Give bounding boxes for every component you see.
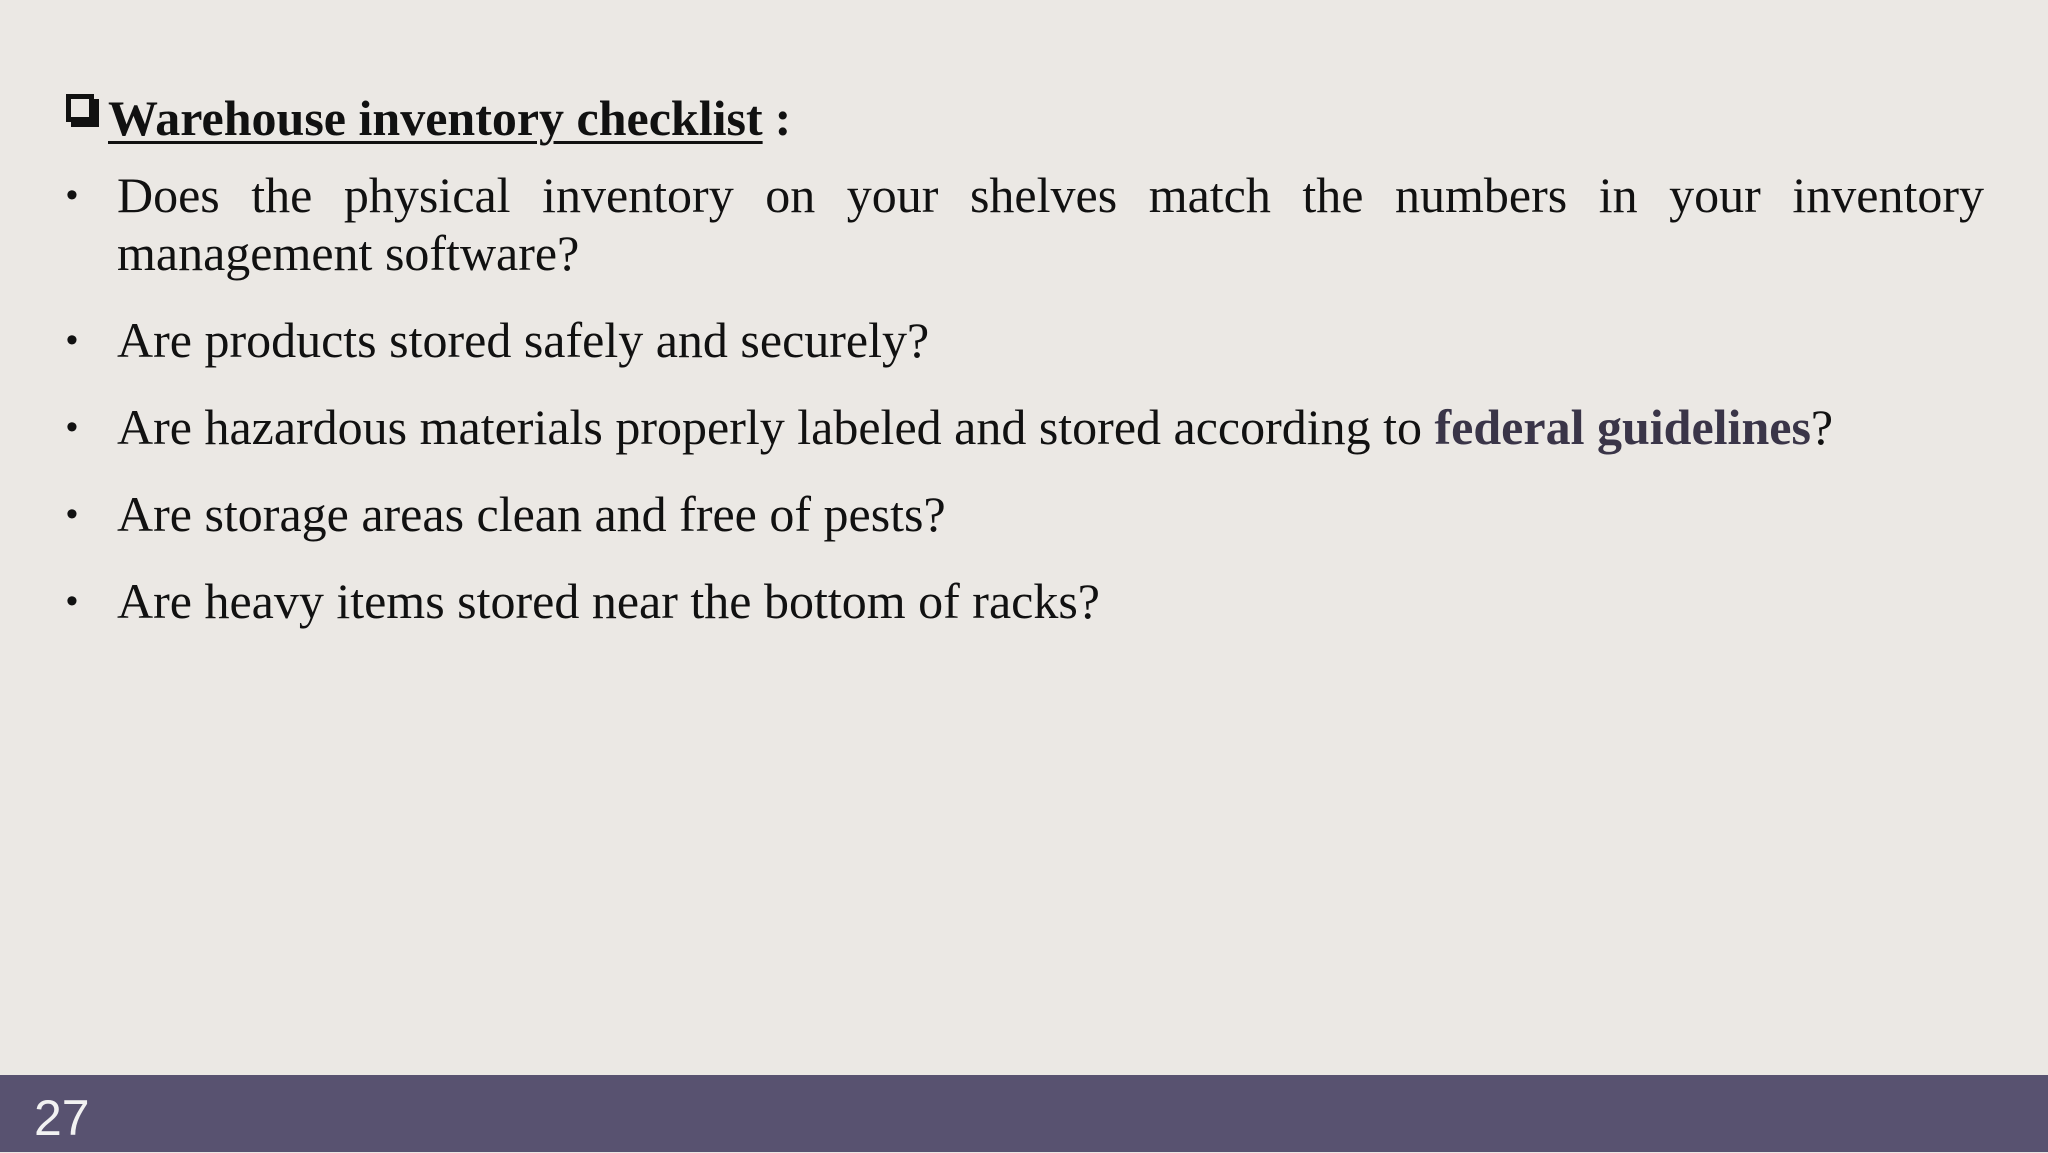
bullet-icon: • [66, 321, 78, 359]
footer-bar [0, 1075, 2048, 1152]
list-item-text: Does the physical inventory on your shelves match the numbers in your inventory management software? [117, 167, 1984, 281]
list-item-text: Are storage areas clean and free of pests? [117, 486, 946, 542]
bullet-icon: • [66, 582, 78, 620]
list-item [66, 572, 1986, 630]
heading-title: Warehouse inventory checklist [108, 90, 763, 146]
slide-heading [66, 84, 1986, 152]
list-item [66, 311, 1986, 369]
bullet-icon: • [66, 495, 78, 533]
list-item-text: Are hazardous materials properly labeled and stored according to [117, 399, 1435, 455]
list-item [66, 485, 1986, 543]
list-item-text: Are products stored safely and securely? [117, 312, 930, 368]
bullet-icon: • [66, 176, 78, 214]
emphasis-federal-guidelines: federal guidelines [1434, 399, 1811, 455]
list-item [66, 398, 1986, 456]
list-item-text: Are heavy items stored near the bottom of racks? [117, 573, 1100, 629]
list-item [66, 166, 1984, 282]
bullet-icon: • [66, 408, 78, 446]
slide-number: 27 [34, 1090, 90, 1146]
heading-colon: : [774, 90, 792, 146]
checkbox-icon [66, 94, 94, 122]
list-item-text-end: ? [1810, 399, 1834, 455]
slide-content [66, 84, 1986, 659]
checklist [66, 166, 1986, 630]
